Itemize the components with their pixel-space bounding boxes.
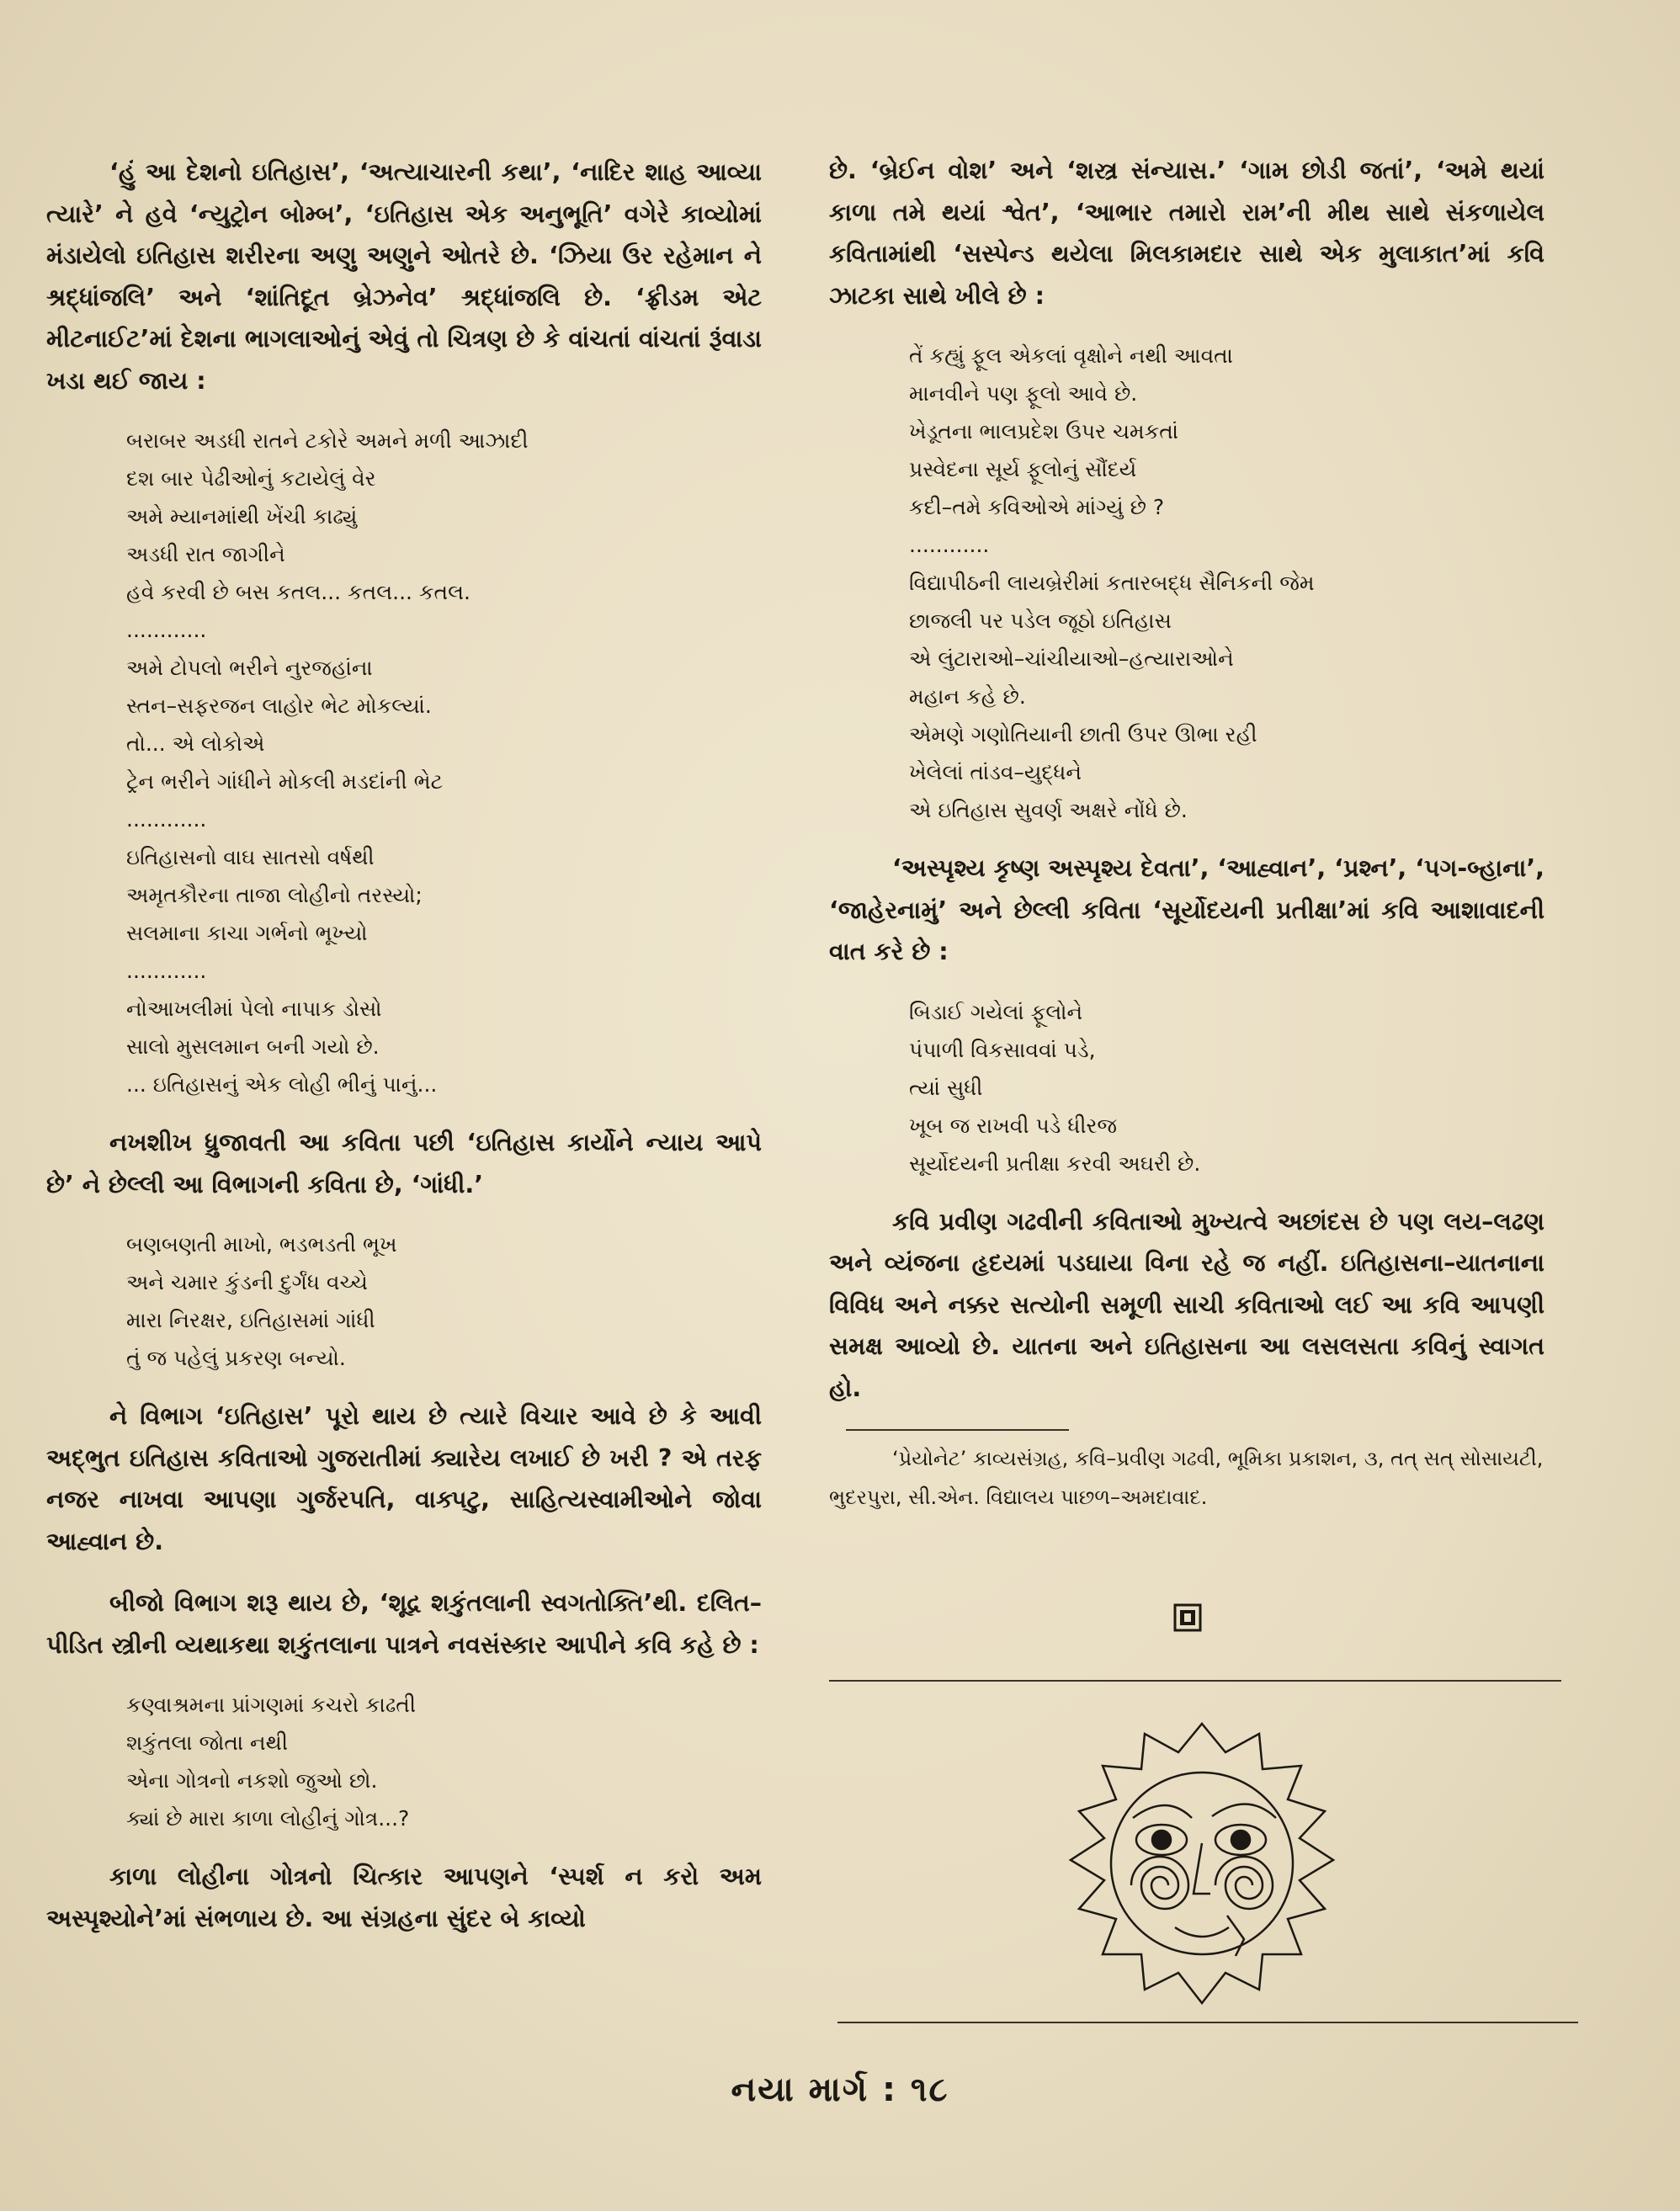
poem-line: અડધી રાત જાગીને [126, 542, 285, 566]
poem-line: ............ [126, 807, 207, 832]
poem-line: ............ [126, 959, 207, 983]
page-footer: નયા માર્ગ : ૧૮ [731, 2070, 949, 2109]
right-poem-2 [909, 993, 1544, 1183]
poem-line: સ્તન–સફરજન લાહોર ભેટ મોકલ્યાં. [126, 694, 432, 718]
poem-line: એમણે ગણોતિયાની છાતી ઉપર ઊભા રહી [909, 722, 1257, 747]
poem-line: સૂર્યોદયની પ્રતીક્ષા કરવી અઘરી છે. [909, 1151, 1201, 1176]
left-paragraph-5: કાળા લોહીના ગોત્રનો ચિત્કાર આપણને ‘સ્પર્શ ન કરો અમ અસ્પૃશ્યોને’માં સંભળાય છે. આ સંગ્રહના સુંદર બે કાવ્યો [46, 1863, 762, 1932]
poem-line: પ્રસ્વેદના સૂર્ય ફૂલોનું સૌંદર્ય [909, 457, 1137, 481]
poem-line: ............ [909, 533, 990, 557]
left-paragraph-3: ને વિભાગ ‘ઇતિહાસ’ પૂરો થાય છે ત્યારે વિચાર આવે છે કે આવી અદ્ભુત ઇતિહાસ કવિતાઓ ગુજરાતીમાં ક્યારેય લખાઈ છે ખરી ? એ તરફ નજર નાખવા આપણા ગુર્જરપતિ, વાક્પટુ, સાહિત્યસ્વામીઓને જોવા આહ્વાન છે. [46, 1402, 762, 1555]
poem-line: મહાન કહે છે. [909, 684, 1026, 709]
poem-line: એ લુંટારાઓ–ચાંચીયાઓ–હત્યારાઓને [909, 646, 1234, 671]
poem-line: તેં કહ્યું ફૂલ એકલાં વૃક્ષોને નથી આવતા [909, 343, 1233, 368]
poem-line: દશ બાર પેઢીઓનું કટાયેલું વેર [126, 466, 376, 491]
poem-line: સાલો મુસલમાન બની ગયો છે. [126, 1034, 380, 1059]
poem-line: પંપાળી વિકસાવવાં પડે, [909, 1037, 1096, 1062]
right-column [829, 150, 1544, 1517]
left-poem-2 [126, 1225, 762, 1377]
poem-line: એના ગોત્રનો નકશો જુઓ છો. [126, 1768, 378, 1793]
poem-line: શકુંતલા જોતા નથી [126, 1730, 288, 1755]
poem-line: ખેલેલાં તાંડવ–યુદ્ધને [909, 760, 1082, 784]
poem-line: છાજલી પર પડેલ જૂઠો ઇતિહાસ [909, 609, 1172, 633]
poem-line: ટ્રેન ભરીને ગાંધીને મોકલી મડદાંની ભેટ [126, 769, 444, 794]
poem-line: વિદ્યાપીઠની લાયબ્રેરીમાં કતારબદ્ધ સૈનિકની જેમ [909, 571, 1315, 595]
poem-line: બણબણતી માખો, ભડભડતી ભૂખ [126, 1232, 397, 1257]
poem-line: કદી–તમે કવિઓએ માંગ્યું છે ? [909, 495, 1165, 519]
right-paragraph-1: છે. ‘બ્રેઈન વોશ’ અને ‘શસ્ત્ર સંન્યાસ.’ ‘ગામ છોડી જતાં’, ‘અમે થયાં કાળા તમે થયાં શ્વેત’, ‘આભાર તમારો રામ’ની મીથ સાથે સંકળાયેલ કવિતામાંથી ‘સસ્પેન્ડ થયેલા મિલકામદાર સાથે એક મુલાકાત’માં કવિ ઝાટકા સાથે ખીલે છે : [829, 157, 1544, 310]
poem-line: સલમાના કાચા ગર્ભનો ભૂખ્યો [126, 921, 368, 945]
poem-line: ઇતિહાસનો વાઘ સાતસો વર્ષથી [126, 845, 375, 869]
poem-line: અમૃતકૌરના તાજા લોહીનો તરસ્યો; [126, 883, 423, 907]
right-paragraph-3: કવિ પ્રવીણ ગઢવીની કવિતાઓ મુખ્યત્વે અછાંદસ છે પણ લય–લઢણ અને વ્યંજના હૃદયમાં પડઘાયા વિના રહે જ નહીં. ઇતિહાસના–યાતનાના વિવિધ અને નક્કર સત્યોની સમૂળી સાચી કવિતાઓ લઈ આ કવિ આપણી સમક્ષ આવ્યો છે. યાતના અને ઇતિહાસના આ લસલસતા કવિનું સ્વાગત હો. [829, 1207, 1544, 1402]
left-column [46, 151, 762, 1959]
poem-line: તું જ પહેલું પ્રકરણ બન્યો. [126, 1346, 346, 1370]
poem-line: નોઆખલીમાં પેલો નાપાક ડોસો [126, 997, 382, 1021]
footnote-rule [846, 1429, 1069, 1431]
poem-line: ............ [126, 618, 207, 642]
poem-line: ત્યાં સુધી [909, 1075, 983, 1100]
book-footnote: ‘પ્રેયોનેટ’ કાવ્યસંગ્રહ, કવિ–પ્રવીણ ગઢવી, ભૂમિકા પ્રકાશન, ૩, તત્ સત્ સોસાયટી, ભુદરપુરા, સી.એન. વિદ્યાલય પાછળ–અમદાવાદ. [829, 1447, 1544, 1509]
divider-top [829, 1680, 1561, 1682]
poem-line: ખેડૂતના ભાલપ્રદેશ ઉપર ચમકતાં [909, 419, 1178, 444]
poem-line: તો... એ લોકોએ [126, 731, 265, 756]
poem-line: અમે મ્યાનમાંથી ખેંચી કાઢ્યું [126, 504, 358, 529]
left-paragraph-4: બીજો વિભાગ શરૂ થાય છે, ‘શૂદ્ર શકુંતલાની સ્વગતોક્તિ’થી. દલિત–પીડિત સ્ત્રીની વ્યથાકથા શકુંતલાના પાત્રને નવસંસ્કાર આપીને કવિ કહે છે : [46, 1589, 762, 1659]
right-paragraph-2: ‘અસ્પૃશ્ય કૃષ્ણ અસ્પૃશ્ય દેવતા’, ‘આહ્વાન’, ‘પ્રશ્ન’, ‘પગ-બ્હાના’, ‘જાહેરનામું’ અને છેલ્લી કવિતા ‘સૂર્યોદયની પ્રતીક્ષા’માં કવિ આશાવાદની વાત કરે છે : [829, 854, 1544, 965]
poem-line: ખૂબ જ રાખવી પડે ધીરજ [909, 1113, 1118, 1138]
poem-line: અમે ટોપલો ભરીને નુરજહાંના [126, 656, 373, 680]
poem-line: એ ઇતિહાસ સુવર્ણ અક્ષરે નોંધે છે. [909, 798, 1188, 822]
poem-line: મારા નિરક્ષર, ઇતિહાસમાં ગાંધી [126, 1308, 375, 1332]
poem-line: ક્યાં છે મારા કાળા લોહીનું ગોત્ર...? [126, 1806, 410, 1831]
left-poem-3 [126, 1686, 762, 1837]
poem-line: બિડાઈ ગયેલાં ફૂલોને [909, 999, 1083, 1024]
sun-face-illustration [1034, 1717, 1370, 2012]
left-poem-1 [126, 422, 762, 1103]
poem-line: ... ઇતિહાસનું એક લોહી ભીનું પાનું... [126, 1072, 438, 1097]
poem-line: કણ્વાશ્રમના પ્રાંગણમાં કચરો કાઢતી [126, 1693, 416, 1717]
left-paragraph-1: ‘હું આ દેશનો ઇતિહાસ’, ‘અત્યાચારની કથા’, ‘નાદિર શાહ આવ્યા ત્યારે’ ને હવે ‘ન્યુટ્રોન બોમ્બ’, ‘ઇતિહાસ એક અનુભૂતિ’ વગેરે કાવ્યોમાં મંડાયેલો ઇતિહાસ શરીરના અણુ અણુને ઓતરે છે. ‘ઝિયા ઉર રહેમાન ને શ્રદ્ધાંજલિ’ અને ‘શાંતિદૂત બ્રેઝનેવ’ શ્રદ્ધાંજલિ છે. ‘ફ્રીડમ એટ મીટનાઈટ’માં દેશના ભાગલાઓનું એવું તો ચિત્રણ છે કે વાંચતાં વાંચતાં રૂંવાડા ખડા થઈ જાય : [46, 158, 762, 395]
poem-line: માનવીને પણ ફૂલો આવે છે. [909, 381, 1138, 406]
poem-line: બરાબર અડધી રાતને ટકોરે અમને મળી આઝાદી [126, 428, 529, 453]
poem-line: અને ચમાર કુંડની દુર્ગંધ વચ્ચે [126, 1270, 368, 1294]
divider-bottom [837, 2022, 1578, 2023]
endmark-icon [1172, 1602, 1203, 1633]
poem-line: હવે કરવી છે બસ કતલ... કતલ... કતલ. [126, 580, 471, 604]
left-paragraph-2: નખશીખ ધ્રુજાવતી આ કવિતા પછી ‘ઇતિહાસ કાર્યોને ન્યાય આપે છે’ ને છેલ્લી આ વિભાગની કવિતા છે, ‘ગાંધી.’ [46, 1129, 762, 1199]
right-poem-1 [909, 337, 1544, 829]
